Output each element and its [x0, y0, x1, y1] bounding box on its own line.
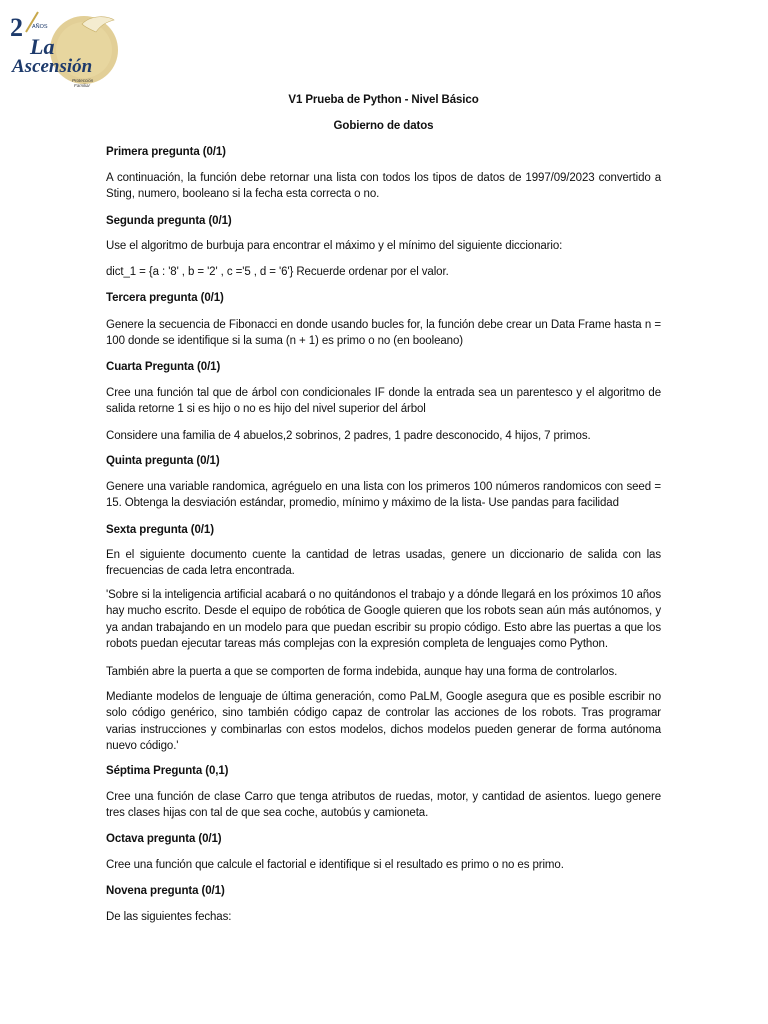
question-9-text: De las siguientes fechas: [106, 911, 232, 923]
question-4-text: Cree una función tal que de árbol con condicionales IF donde la entrada sea un parentesco y el algoritmo de salida retorne 1 si es hijo o no es hijo del nivel superior del árbol [106, 387, 661, 416]
question-6-quote-paragraph-3: Mediante modelos de lenguaje de última generación, como PaLM, Google asegura que es posible escribir no solo código genérico, sino también código capaz de controlar las acciones de los robots. Tras programar varias instrucciones y combinarlas con estos modelos, dichos modelos pueden generar de forma autónoma nuevo código.' [106, 691, 661, 752]
la-ascension-logo [8, 6, 124, 94]
logo-tagline-line2: Familiar [74, 83, 91, 88]
logo-name-line1: La [30, 34, 55, 59]
question-4-family-text: Considere una familia de 4 abuelos,2 sobrinos, 2 padres, 1 padre desconocido, 4 hijos, 7 primos. [106, 430, 591, 442]
logo-tagline-line1: Protección [72, 78, 94, 83]
document-subtitle: Gobierno de datos [333, 120, 434, 132]
question-8-heading: Octava pregunta (0/1) [106, 833, 222, 845]
question-7-heading: Séptima Pregunta (0,1) [106, 765, 229, 777]
question-2-text: Use el algoritmo de burbuja para encontrar el máximo y el mínimo del siguiente diccionario: [106, 240, 563, 252]
question-5-text: Genere una variable randomica, agréguelo en una lista con los primeros 100 números randomicos con seed = 15. Obtenga la desviación estándar, promedio, mínimo y máximo de la lista- Use pandas para facilidad [106, 481, 661, 510]
question-6-heading: Sexta pregunta (0/1) [106, 524, 214, 536]
question-3-text: Genere la secuencia de Fibonacci en donde usando bucles for, la función debe crear un Data Frame hasta n = 100 donde se identifique si la suma (n + 1) es primo o no (en booleano) [106, 319, 661, 348]
document-title: V1 Prueba de Python - Nivel Básico [288, 94, 479, 106]
question-4-heading: Cuarta Pregunta (0/1) [106, 361, 221, 373]
question-6-quote-paragraph-1: 'Sobre si la inteligencia artificial acabará o no quitándonos el trabajo y a dónde llegará en los próximos 10 años hay mucho escrito. Desde el equipo de robótica de Google quieren que los robots sean aún más autónomos, y ya andan trabajando en un modelo para que puedan escribir su propio código. Esto abre las puertas a que los robots puedan ejecutar tareas más complejas con la expresión completa de lenguajes como Python. [106, 589, 661, 650]
question-6-text: En el siguiente documento cuente la cantidad de letras usadas, genere un diccionario de salida con las frecuencias de cada letra encontrada. [106, 549, 661, 578]
question-1-heading: Primera pregunta (0/1) [106, 146, 226, 158]
question-3-heading: Tercera pregunta (0/1) [106, 292, 224, 304]
question-9-heading: Novena pregunta (0/1) [106, 885, 225, 897]
logo-anniversary-number: 2 [10, 13, 23, 42]
question-8-text: Cree una función que calcule el factorial e identifique si el resultado es primo o no es primo. [106, 859, 564, 871]
question-7-text: Cree una función de clase Carro que tenga atributos de ruedas, motor, y cantidad de asientos. luego genere tres clases hijas con tal de que sea coche, autobús y camioneta. [106, 791, 661, 820]
question-6-quote-paragraph-2: También abre la puerta a que se comporten de forma indebida, aunque hay una forma de controlarlos. [106, 666, 618, 678]
question-5-heading: Quinta pregunta (0/1) [106, 455, 220, 467]
question-1-text: A continuación, la función debe retornar una lista con todos los tipos de datos de 1997/09/2023 convertido a Sting, numero, booleano si la fecha esta correcta o no. [106, 172, 661, 201]
logo-name-line2: Ascensión [12, 56, 93, 77]
logo-anniversary-suffix: AÑOS [32, 24, 48, 30]
question-2-heading: Segunda pregunta (0/1) [106, 215, 232, 227]
question-2-dictionary: dict_1 = {a : '8' , b = '2' , c ='5 , d = '6'} Recuerde ordenar por el valor. [106, 266, 449, 278]
